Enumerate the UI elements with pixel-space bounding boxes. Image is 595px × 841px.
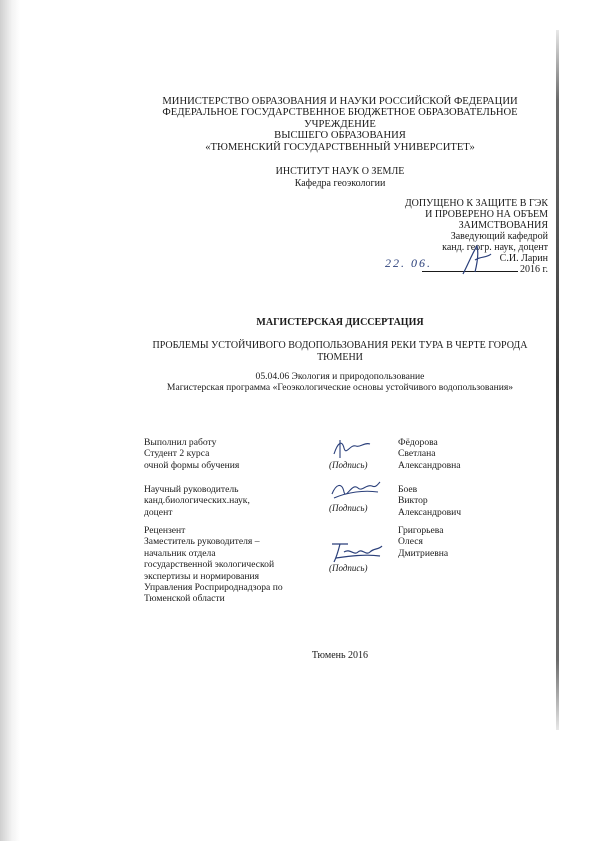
- approval-line: канд. геогр. наук, доцент: [442, 242, 548, 253]
- header-line: УЧРЕЖДЕНИЕ: [304, 118, 376, 130]
- role-line: доцент: [144, 506, 173, 518]
- name-line: Олеся: [398, 536, 423, 548]
- supervisor-signature-icon: [328, 478, 384, 502]
- role-line: Заместитель руководителя –: [144, 536, 260, 548]
- reviewer-name: [398, 525, 448, 559]
- supervisor-role: [144, 484, 250, 518]
- binding-edge: [556, 30, 559, 730]
- signature-caption: (Подпись): [329, 503, 368, 513]
- role-line: экспертизы и нормирования: [144, 570, 260, 582]
- name-line: Григорьева: [398, 525, 444, 536]
- role-line: начальник отдела: [144, 547, 216, 559]
- role-line: Рецензент: [144, 525, 186, 536]
- role-line: канд.биологических.наук,: [144, 495, 250, 507]
- approval-line: И ПРОВЕРЕНО НА ОБЪЕМ: [425, 209, 548, 220]
- student-name: [398, 437, 461, 471]
- scan-shadow: [0, 0, 20, 841]
- approval-signature-icon: [455, 240, 495, 278]
- role-line: государственной экологической: [144, 559, 275, 571]
- ministry-header: [130, 96, 550, 153]
- header-line: ФЕДЕРАЛЬНОЕ ГОСУДАРСТВЕННОЕ БЮДЖЕТНОЕ ОБРАЗОВАТЕЛЬНОЕ: [162, 107, 518, 119]
- handwritten-date: 22. 06.: [385, 256, 432, 270]
- header-line: ВЫСШЕГО ОБРАЗОВАНИЯ: [274, 130, 406, 142]
- role-line: Тюменской области: [144, 593, 225, 605]
- name-line: Боев: [398, 484, 418, 495]
- student-role: [144, 437, 239, 471]
- approval-year: 2016 г.: [520, 264, 548, 275]
- role-line: Управления Росприроднадзора по: [144, 582, 283, 594]
- role-line: Студент 2 курса: [144, 448, 210, 460]
- name-line: Александрович: [398, 506, 462, 518]
- approval-line: ДОПУЩЕНО К ЗАЩИТЕ В ГЭК: [404, 198, 548, 209]
- student-signature-icon: [330, 436, 380, 460]
- signature-caption: (Подпись): [329, 563, 368, 573]
- department-name: Кафедра геоэкологии: [294, 177, 386, 189]
- master-program: Магистерская программа «Геоэкологические основы устойчивого водопользования»: [166, 382, 514, 393]
- approval-line: ЗАИМСТВОВАНИЯ: [458, 220, 548, 231]
- role-line: Выполнил работу: [144, 437, 217, 448]
- institute-name: ИНСТИТУТ НАУК О ЗЕМЛЕ: [275, 166, 405, 177]
- reviewer-role: [144, 525, 283, 605]
- institute-block: [130, 166, 550, 189]
- supervisor-name: [398, 484, 461, 518]
- approval-block: [330, 198, 548, 275]
- name-line: Фёдорова: [398, 437, 438, 448]
- name-line: Светлана: [398, 448, 436, 460]
- header-line: МИНИСТЕРСТВО ОБРАЗОВАНИЯ И НАУКИ РОССИЙСКОЙ ФЕДЕРАЦИИ: [162, 96, 518, 107]
- role-line: очной формы обучения: [144, 459, 240, 471]
- document-type: МАГИСТЕРСКАЯ ДИССЕРТАЦИЯ: [256, 317, 424, 328]
- approval-line: Заведующий кафедрой: [450, 231, 548, 242]
- name-line: Виктор: [398, 495, 428, 507]
- header-line: «ТЮМЕНСКИЙ ГОСУДАРСТВЕННЫЙ УНИВЕРСИТЕТ»: [205, 141, 475, 153]
- reviewer-signature-icon: [326, 538, 386, 566]
- specialty: 05.04.06 Экология и природопользование: [255, 371, 425, 382]
- city-year: Тюмень 2016: [311, 650, 369, 661]
- topic-line: ТЮМЕНИ: [317, 352, 363, 363]
- role-line: Научный руководитель: [144, 484, 239, 495]
- name-line: Дмитриевна: [398, 547, 449, 559]
- topic-line: ПРОБЛЕМЫ УСТОЙЧИВОГО ВОДОПОЛЬЗОВАНИЯ РЕКИ ТУРА В ЧЕРТЕ ГОРОДА: [152, 340, 528, 351]
- name-line: Александровна: [398, 459, 461, 471]
- thesis-topic: [130, 340, 550, 364]
- program-block: [130, 371, 550, 393]
- approval-signer: С.И. Ларин: [499, 253, 548, 264]
- signature-caption: (Подпись): [329, 460, 368, 470]
